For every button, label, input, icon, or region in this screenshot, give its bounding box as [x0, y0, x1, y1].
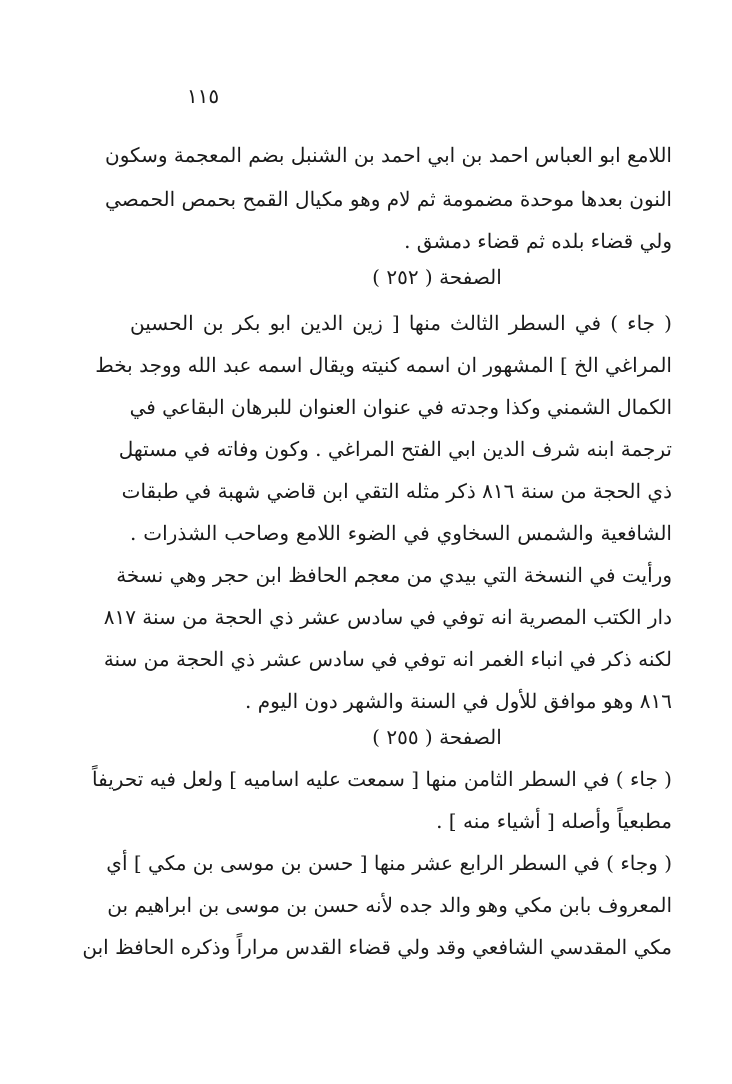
text-line: النون بعدها موحدة مضمومة ثم لام وهو مكيال القمح بحمص الحمصي — [105, 187, 672, 211]
text-line: ( وجاء ) في السطر الرابع عشر منها [ حسن بن موسى بن مكي ] أي — [106, 851, 672, 875]
text-line: المراغي الخ ] المشهور ان اسمه كنيته ويقال اسمه عبد الله ووجد بخط — [95, 353, 672, 377]
text-line: مكي المقدسي الشافعي وقد ولي قضاء القدس مراراً وذكره الحافظ ابن — [82, 935, 672, 959]
text-line: ٨١٦ وهو موافق للأول في السنة والشهر دون اليوم . — [245, 689, 672, 713]
section-heading — [130, 722, 672, 754]
text-line: ( جاء ) في السطر الثالث منها [ زين الدين ابو بكر بن الحسين — [130, 311, 672, 335]
text-line: مطبعياً وأصله [ أشياء منه ] . — [436, 809, 672, 833]
text-line: لكنه ذكر في انباء الغمر انه توفي في سادس عشر ذي الحجة من سنة — [103, 647, 672, 671]
text-line: الكمال الشمني وكذا وجدته في عنوان العنوان للبرهان البقاعي في — [129, 395, 672, 419]
text-line: الشافعية والشمس السخاوي في الضوء اللامع وصاحب الشذرات . — [130, 521, 672, 545]
page-number: ١١٥ — [186, 84, 220, 108]
section-heading-text: الصفحة ( ٢٥٢ ) — [372, 265, 502, 289]
section-heading-text: الصفحة ( ٢٥٥ ) — [372, 725, 502, 749]
text-line: ولي قضاء بلده ثم قضاء دمشق . — [404, 229, 672, 253]
text-line: المعروف بابن مكي وهو والد جده لأنه حسن بن موسى بن ابراهيم بن — [107, 893, 672, 917]
text-line: ( جاء ) في السطر الثامن منها [ سمعت عليه اساميه ] ولعل فيه تحريفاً — [92, 767, 672, 791]
text-line: ترجمة ابنه شرف الدين ابي الفتح المراغي . وكون وفاته في مستهل — [118, 437, 672, 461]
text-line: ورأيت في النسخة التي بيدي من معجم الحافظ ابن حجر وهي نسخة — [116, 563, 672, 587]
text-line: ذي الحجة من سنة ٨١٦ ذكر مثله التقي ابن قاضي شهبة في طبقات — [121, 479, 672, 503]
section-heading — [130, 262, 672, 294]
text-line: دار الكتب المصرية انه توفي في سادس عشر ذي الحجة من سنة ٨١٧ — [103, 605, 672, 629]
text-line: اللامع ابو العباس احمد بن ابي احمد بن الشنبل بضم المعجمة وسكون — [105, 143, 672, 167]
